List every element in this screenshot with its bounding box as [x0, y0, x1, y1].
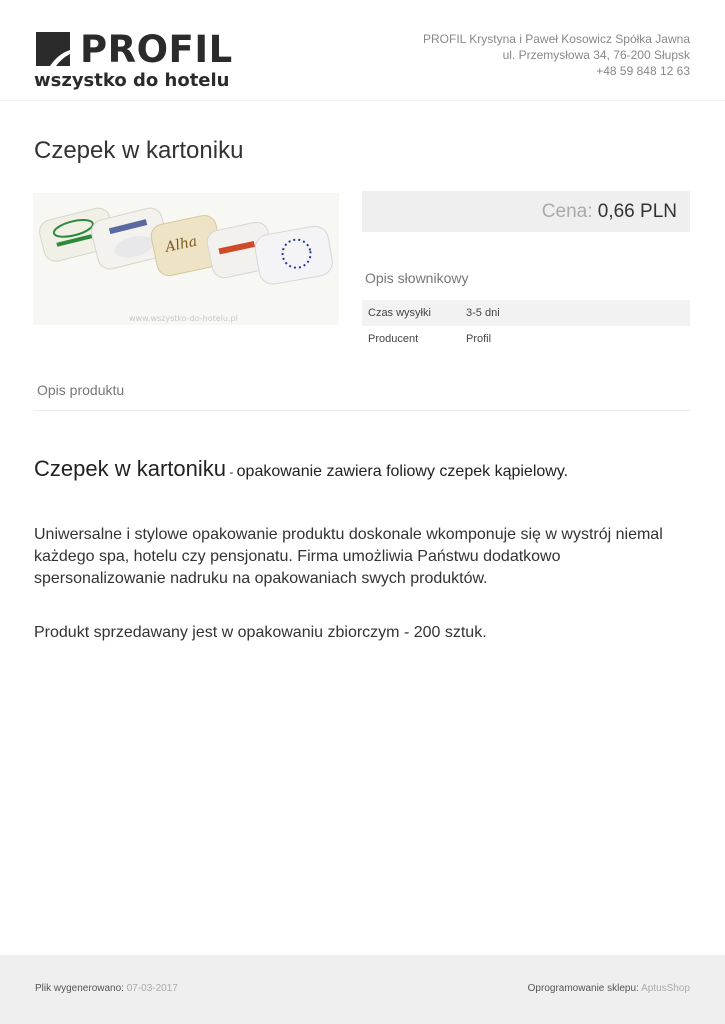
- profil-logo-mark-icon: [34, 30, 74, 68]
- page-footer: [0, 955, 725, 1024]
- headline-subtitle: opakowanie zawiera foliowy czepek kąpielowy.: [236, 463, 569, 480]
- spec-value: 3-5 dni: [460, 300, 690, 326]
- description-paragraph: Uniwersalne i stylowe opakowanie produktu doskonale wkomponuje się w wystrój niemal każdego spa, hotelu czy pensjonatu. Firma umożliwia Państwu dodatkowo spersonalizowanie nadruku na opakowaniach swych produktów.: [34, 526, 663, 587]
- software-label: Oprogramowanie sklepu:: [527, 983, 639, 994]
- price-value: 0,66 PLN: [597, 201, 677, 222]
- image-watermark: www.wszystko-do-hotelu.pl: [129, 314, 238, 323]
- software-link[interactable]: AptusShop: [641, 983, 690, 994]
- company-name: PROFIL Krystyna i Paweł Kosowicz Spółka Jawna: [423, 32, 690, 46]
- dictionary-heading: Opis słownikowy: [365, 270, 469, 286]
- product-image[interactable]: [33, 193, 339, 325]
- tab-product-description[interactable]: Opis produktu: [37, 382, 125, 398]
- page-header: [0, 0, 725, 101]
- company-info: [423, 31, 690, 79]
- spec-value: Profil: [466, 333, 492, 345]
- spec-table: [362, 300, 690, 352]
- description-paragraph: Produkt sprzedawany jest w opakowaniu zbiorczym - 200 sztuk.: [34, 624, 487, 641]
- product-photo-icon: [33, 193, 339, 325]
- svg-text:Alha: Alha: [164, 233, 199, 256]
- software-info: [528, 983, 690, 994]
- headline-title: Czepek w kartoniku: [34, 456, 226, 481]
- price-label: Cena:: [541, 201, 593, 222]
- profil-logo[interactable]: [34, 28, 233, 94]
- price: [542, 201, 677, 223]
- spec-key: Producent: [368, 333, 419, 345]
- description-headline: [34, 456, 694, 482]
- table-row: [362, 326, 690, 352]
- generated-info: [35, 983, 178, 994]
- headline-dash: -: [225, 465, 237, 479]
- generated-label: Plik wygenerowano:: [35, 983, 124, 994]
- brand-name: PROFIL: [80, 28, 233, 71]
- table-row: [362, 300, 690, 326]
- company-phone: +48 59 848 12 63: [596, 64, 690, 78]
- generated-date: 07-03-2017: [126, 983, 178, 994]
- price-box: [362, 191, 690, 232]
- brand-tagline: wszystko do hotelu: [34, 70, 230, 91]
- company-address: ul. Przemysłowa 34, 76-200 Słupsk: [502, 48, 690, 62]
- divider: [34, 410, 690, 411]
- spec-key: Czas wysyłki: [362, 300, 460, 326]
- product-title: Czepek w kartoniku: [34, 137, 244, 164]
